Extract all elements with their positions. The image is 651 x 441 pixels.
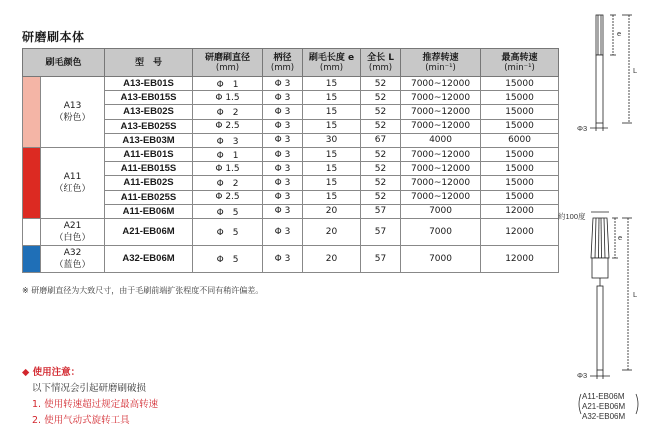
diameter-cell: Φ 5 — [193, 204, 263, 218]
diameter-cell: Φ 2 — [193, 176, 263, 190]
brush-diagram-large — [590, 212, 632, 379]
diameter-cell: Φ 1 — [193, 147, 263, 161]
total-length-cell: 52 — [361, 105, 401, 119]
diameter-cell: Φ 5 — [193, 218, 263, 245]
model-cell: A13-EB025S — [105, 119, 193, 133]
shank-cell: Φ 3 — [263, 190, 303, 204]
diagram-model-item: A21-EB06M — [582, 402, 626, 411]
caution-heading: ◆ 使用注意： — [22, 367, 81, 378]
color-name: （粉色） — [54, 112, 91, 123]
total-length-cell: 52 — [361, 190, 401, 204]
max-speed-cell: 15000 — [481, 176, 559, 190]
total-length-cell: 52 — [361, 91, 401, 105]
shank-cell: Φ 3 — [263, 245, 303, 272]
shank-cell: Φ 3 — [263, 105, 303, 119]
recommended-speed-cell: 4000 — [401, 133, 481, 147]
max-speed-cell: 15000 — [481, 119, 559, 133]
recommended-speed-cell: 7000 — [401, 218, 481, 245]
color-name: （蓝色） — [54, 259, 91, 270]
total-length-cell: 67 — [361, 133, 401, 147]
total-length-cell: 52 — [361, 162, 401, 176]
diagram-model-item: A32-EB06M — [582, 412, 626, 421]
shank-cell: Φ 3 — [263, 176, 303, 190]
bristle-length-cell: 15 — [303, 147, 361, 161]
color-name: （白色） — [54, 232, 91, 243]
bristle-length-cell: 15 — [303, 105, 361, 119]
recommended-speed-cell: 7000~12000 — [401, 190, 481, 204]
bristle-length-cell: 15 — [303, 190, 361, 204]
max-speed-cell: 15000 — [481, 162, 559, 176]
dim-phi-label-bottom: Φ3 — [577, 371, 588, 380]
model-cell: A13-EB015S — [105, 91, 193, 105]
total-length-cell: 52 — [361, 176, 401, 190]
diameter-cell: Φ 3 — [193, 133, 263, 147]
model-cell: A21-EB06M — [105, 218, 193, 245]
dim-l-label-top: L — [633, 66, 638, 75]
color-code: A21 — [63, 220, 82, 231]
caution-intro: 以下情况会引起研磨刷破损 — [32, 383, 147, 394]
bracket-right — [636, 394, 638, 414]
bristle-length-cell: 15 — [303, 176, 361, 190]
model-cell: A11-EB02S — [105, 176, 193, 190]
max-speed-cell: 15000 — [481, 105, 559, 119]
model-cell: A11-EB025S — [105, 190, 193, 204]
color-code: A11 — [63, 171, 82, 182]
diameter-cell: Φ 1.5 — [193, 91, 263, 105]
header-model: 型 号 — [105, 49, 193, 77]
max-speed-cell: 15000 — [481, 147, 559, 161]
caution-item: 2. 使用气动式旋转工具 — [32, 415, 130, 426]
header-shank: 柄径 (mm) — [263, 49, 303, 77]
shank-cell: Φ 3 — [263, 91, 303, 105]
max-speed-cell: 15000 — [481, 77, 559, 91]
angle-label: 約100度 — [558, 212, 586, 221]
header-max-speed: 最高转速 (min⁻¹) — [481, 49, 559, 77]
model-cell: A11-EB015S — [105, 162, 193, 176]
shank-cell: Φ 3 — [263, 204, 303, 218]
total-length-cell: 52 — [361, 147, 401, 161]
max-speed-cell: 15000 — [481, 190, 559, 204]
recommended-speed-cell: 7000 — [401, 245, 481, 272]
bristle-length-cell: 20 — [303, 204, 361, 218]
bristle-length-cell: 20 — [303, 218, 361, 245]
max-speed-cell: 12000 — [481, 204, 559, 218]
shank-cell: Φ 3 — [263, 119, 303, 133]
bristle-length-cell: 15 — [303, 91, 361, 105]
recommended-speed-cell: 7000~12000 — [401, 119, 481, 133]
total-length-cell: 52 — [361, 119, 401, 133]
bristle-length-cell: 15 — [303, 77, 361, 91]
bracket-left — [579, 394, 581, 414]
recommended-speed-cell: 7000~12000 — [401, 105, 481, 119]
recommended-speed-cell: 7000~12000 — [401, 176, 481, 190]
diameter-cell: Φ 2.5 — [193, 119, 263, 133]
color-code: A32 — [63, 247, 82, 258]
max-speed-cell: 12000 — [481, 245, 559, 272]
bristle-length-cell: 30 — [303, 133, 361, 147]
dim-l-label-bottom: L — [633, 290, 638, 299]
shank-cell: Φ 3 — [263, 218, 303, 245]
model-cell: A13-EB02S — [105, 105, 193, 119]
caution-item: 1. 使用转速超过规定最高转速 — [32, 399, 159, 410]
bristle-length-cell: 20 — [303, 245, 361, 272]
bristle-length-cell: 15 — [303, 162, 361, 176]
bristle-length-cell: 15 — [303, 119, 361, 133]
diagram-models — [582, 392, 625, 422]
shank-cell: Φ 3 — [263, 77, 303, 91]
dim-phi-label-top: Φ3 — [577, 124, 588, 133]
footnote: ※ 研磨刷直径为大致尺寸，由于毛刷前端扩张程度不同有稍许偏差。 — [22, 286, 264, 295]
header-recommended-speed: 推荐转速 (min⁻¹) — [401, 49, 481, 77]
max-speed-cell: 15000 — [481, 91, 559, 105]
shank-cell: Φ 3 — [263, 147, 303, 161]
header-diameter: 研磨刷直径 (mm) — [193, 49, 263, 77]
dim-e-label-bottom: e — [618, 233, 623, 242]
total-length-cell: 57 — [361, 204, 401, 218]
color-name: （红色） — [54, 183, 91, 194]
model-cell: A11-EB06M — [105, 204, 193, 218]
brush-diagram-small — [590, 15, 632, 131]
header-total-length: 全长 L (mm) — [361, 49, 401, 77]
model-cell: A11-EB01S — [105, 147, 193, 161]
header-color: 刷毛颜色 — [23, 49, 105, 77]
diameter-cell: Φ 5 — [193, 245, 263, 272]
page-title: 研磨刷本体 — [22, 30, 85, 44]
diagram-model-item: A11-EB06M — [582, 392, 625, 401]
recommended-speed-cell: 7000 — [401, 204, 481, 218]
diameter-cell: Φ 2 — [193, 105, 263, 119]
recommended-speed-cell: 7000~12000 — [401, 162, 481, 176]
max-speed-cell: 6000 — [481, 133, 559, 147]
shank-cell: Φ 3 — [263, 162, 303, 176]
recommended-speed-cell: 7000~12000 — [401, 77, 481, 91]
model-cell: A13-EB03M — [105, 133, 193, 147]
recommended-speed-cell: 7000~12000 — [401, 147, 481, 161]
total-length-cell: 57 — [361, 218, 401, 245]
diameter-cell: Φ 1 — [193, 77, 263, 91]
max-speed-cell: 12000 — [481, 218, 559, 245]
model-cell: A13-EB01S — [105, 77, 193, 91]
model-cell: A32-EB06M — [105, 245, 193, 272]
header-bristle-length: 刷毛长度 e (mm) — [303, 49, 361, 77]
shank-cell: Φ 3 — [263, 133, 303, 147]
color-code: A13 — [63, 100, 82, 111]
diameter-cell: Φ 2.5 — [193, 190, 263, 204]
total-length-cell: 57 — [361, 245, 401, 272]
total-length-cell: 52 — [361, 77, 401, 91]
dim-e-label-top: e — [617, 29, 622, 38]
diameter-cell: Φ 1.5 — [193, 162, 263, 176]
recommended-speed-cell: 7000~12000 — [401, 91, 481, 105]
